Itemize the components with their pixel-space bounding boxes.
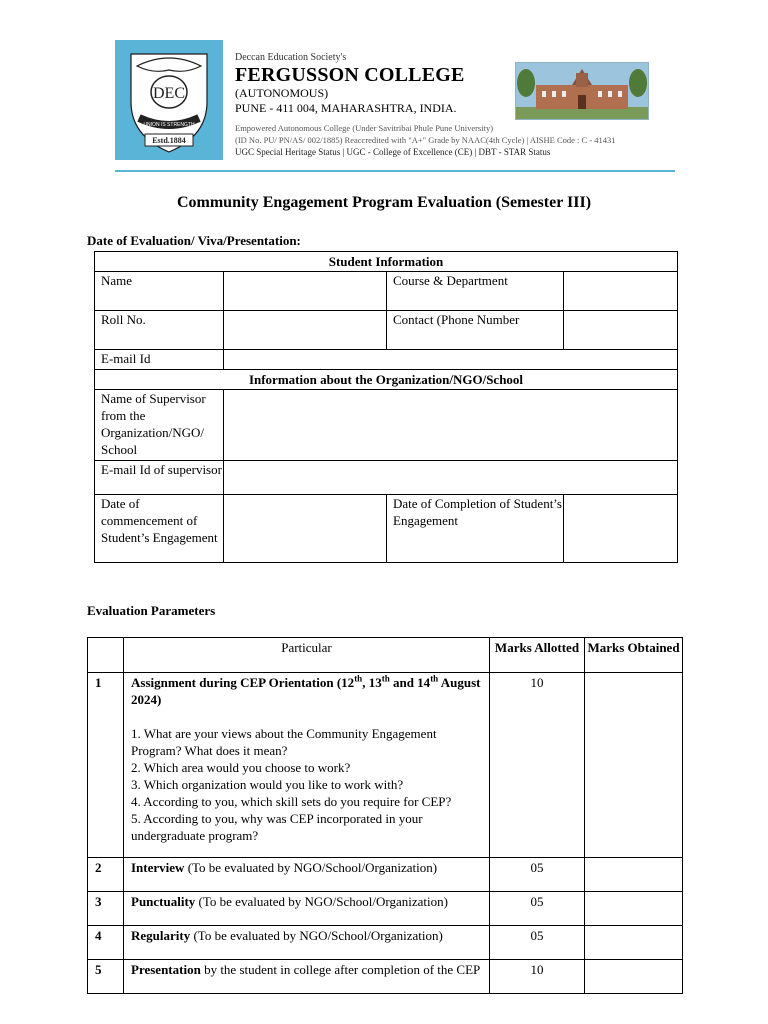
accreditation-line: (ID No. PU/ PN/AS/ 002/1885) Reaccredited with "A+" Grade by NAAC(4th Cycle) | AISHE Code : C - 41431	[235, 135, 616, 145]
ugc-status-line: UGC Special Heritage Status | UGC - College of Excellence (CE) | DBT - STAR Status	[235, 147, 551, 157]
email-field[interactable]	[224, 350, 678, 370]
col-marks-allotted-header: Marks Allotted	[490, 638, 585, 673]
col-number-header	[88, 638, 124, 673]
name-label: Name	[95, 272, 224, 311]
college-building-photo	[515, 62, 649, 120]
regularity-particular: Regularity (To be evaluated by NGO/School/Organization)	[124, 926, 490, 960]
course-department-field[interactable]	[564, 272, 678, 311]
assignment-question: 3. Which organization would you like to work with?	[131, 777, 404, 792]
college-address: PUNE - 411 004, MAHARASHTRA, INDIA.	[235, 101, 457, 115]
contact-field[interactable]	[564, 311, 678, 350]
roll-number-field[interactable]	[224, 311, 387, 350]
contact-label: Contact (Phone Number	[387, 311, 564, 350]
assignment-title: Assignment during CEP Orientation (12th, 13th and 14th August 2024)	[131, 673, 481, 707]
assignment-question: 4. According to you, which skill sets do you require for CEP?	[131, 794, 452, 809]
marks-obtained-field[interactable]	[585, 673, 683, 858]
society-name: Deccan Education Society's	[235, 52, 347, 63]
col-particular-header: Particular	[124, 638, 490, 673]
roll-number-label: Roll No.	[95, 311, 224, 350]
assignment-question: 2. Which area would you choose to work?	[131, 760, 351, 775]
date-of-evaluation-label: Date of Evaluation/ Viva/Presentation:	[87, 233, 301, 248]
col-marks-obtained-header: Marks Obtained	[585, 638, 683, 673]
autonomous-label: (AUTONOMOUS)	[235, 86, 329, 100]
marks-allotted: 05	[490, 858, 585, 892]
svg-text:UNION IS STRENGTH: UNION IS STRENGTH	[143, 122, 195, 128]
college-crest-logo	[115, 40, 223, 160]
document-title: Community Engagement Program Evaluation (Semester III)	[176, 194, 592, 211]
completion-date-label: Date of Completion of Student’s Engagement	[387, 495, 564, 563]
evaluation-parameters-heading: Evaluation Parameters	[87, 603, 216, 618]
college-name: FERGUSSON COLLEGE	[235, 64, 465, 86]
interview-particular: Interview (To be evaluated by NGO/School/Organization)	[124, 858, 490, 892]
course-department-label: Course & Department	[387, 272, 564, 311]
row-number: 4	[88, 926, 124, 960]
row-number: 5	[88, 960, 124, 994]
row-number: 3	[88, 892, 124, 926]
commencement-date-field[interactable]	[224, 495, 387, 563]
assignment-question: 5. According to you, why was CEP incorporated in your undergraduate program?	[131, 811, 423, 843]
assignment-question: 1. What are your views about the Community Engagement Program? What does it mean?	[131, 726, 437, 758]
header-divider	[115, 170, 675, 172]
completion-date-field[interactable]	[564, 495, 678, 563]
commencement-date-label: Date of commencement of Student’s Engagement	[95, 495, 224, 563]
presentation-particular: Presentation by the student in college after completion of the CEP	[124, 960, 490, 994]
marks-allotted: 05	[490, 892, 585, 926]
supervisor-email-field[interactable]	[224, 461, 678, 495]
name-field[interactable]	[224, 272, 387, 311]
supervisor-email-label: E-mail Id of supervisor	[95, 461, 224, 495]
email-label: E-mail Id	[95, 350, 224, 370]
punctuality-particular: Punctuality (To be evaluated by NGO/School/Organization)	[124, 892, 490, 926]
empowered-line: Empowered Autonomous College (Under Savitribai Phule Pune University)	[235, 123, 494, 133]
student-info-heading: Student Information	[95, 252, 678, 272]
svg-text:Estd.1884: Estd.1884	[152, 136, 186, 145]
evaluation-table	[87, 637, 683, 994]
row-number: 1	[88, 673, 124, 858]
marks-obtained-field[interactable]	[585, 858, 683, 892]
student-info-table	[94, 251, 678, 563]
marks-obtained-field[interactable]	[585, 892, 683, 926]
svg-text:DEC: DEC	[153, 85, 185, 102]
organization-info-heading: Information about the Organization/NGO/School	[95, 370, 678, 390]
marks-allotted: 05	[490, 926, 585, 960]
assignment-particular	[124, 673, 490, 858]
supervisor-name-label: Name of Supervisor from the Organization/NGO/ School	[95, 390, 224, 461]
marks-obtained-field[interactable]	[585, 960, 683, 994]
supervisor-name-field[interactable]	[224, 390, 678, 461]
row-number: 2	[88, 858, 124, 892]
marks-allotted: 10	[490, 960, 585, 994]
marks-allotted: 10	[490, 673, 585, 858]
marks-obtained-field[interactable]	[585, 926, 683, 960]
letterhead	[115, 40, 675, 172]
